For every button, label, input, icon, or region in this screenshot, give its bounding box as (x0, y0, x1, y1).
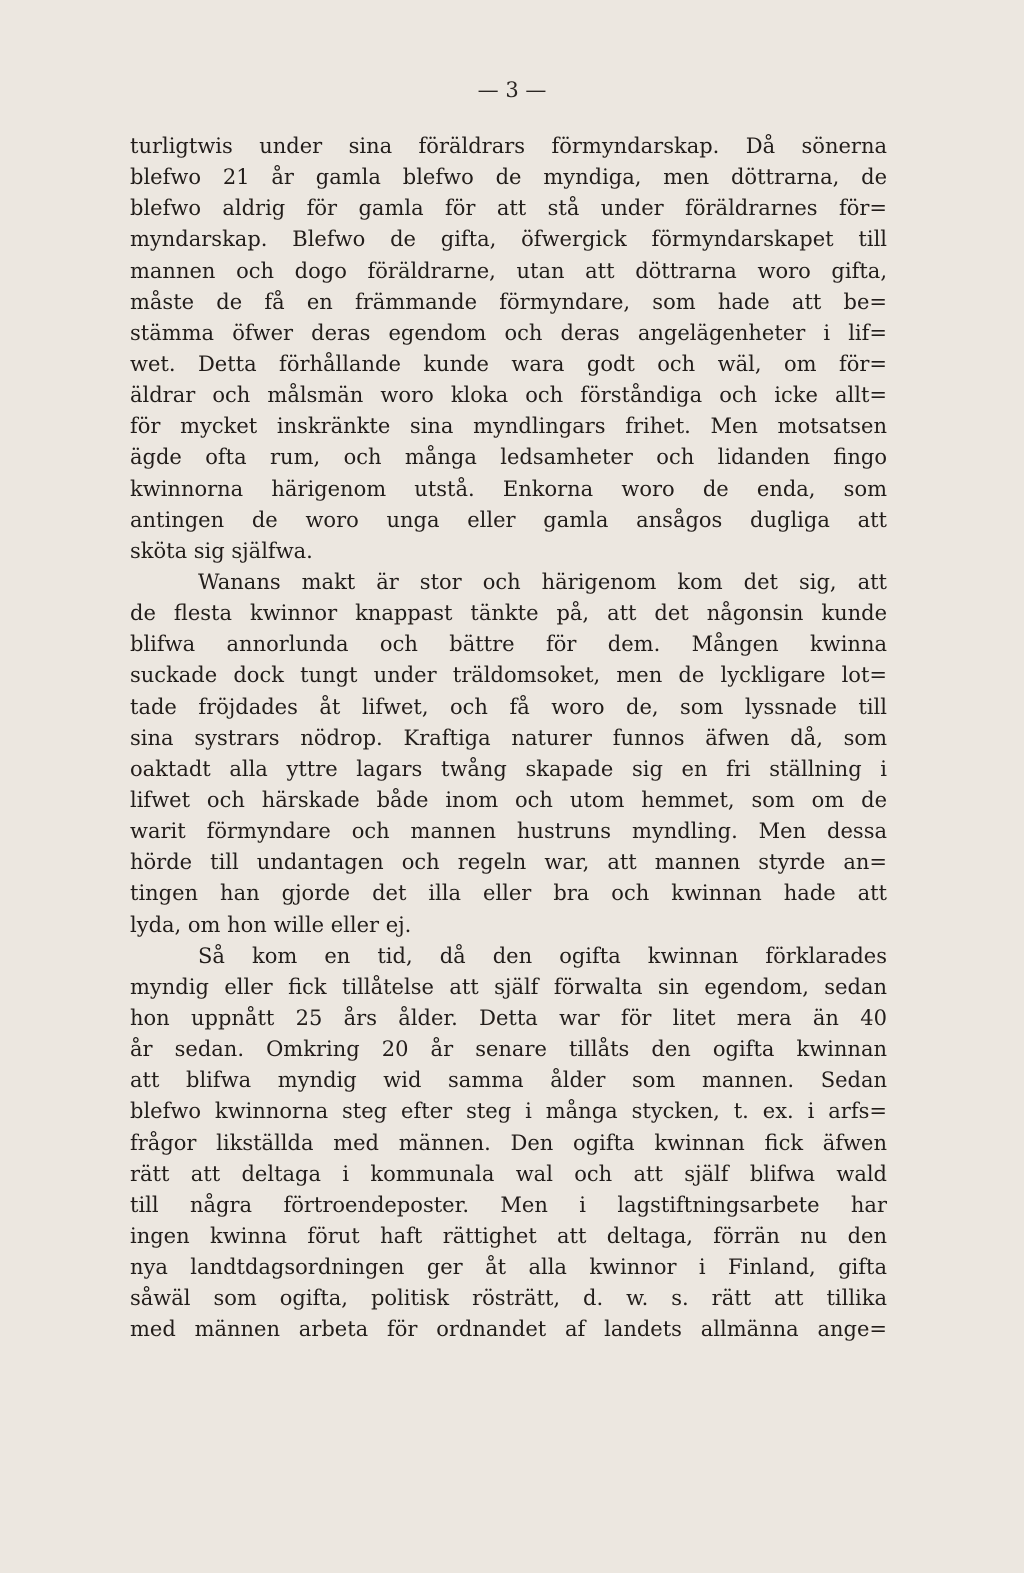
page-number: — 3 — (477, 78, 547, 102)
text-line: måste de få en främmande förmyndare, som hade att be= (130, 289, 887, 314)
text-line: suckade dock tungt under träldomsoket, men de lyckligare lot= (130, 663, 887, 688)
text-line: kwinnorna härigenom utstå. Enkorna woro de enda, som (130, 476, 887, 501)
text-line: blifwa annorlunda och bättre för dem. Mången kwinna (130, 632, 887, 657)
text-line: såwäl som ogifta, politisk rösträtt, d. w. s. rätt att tillika (130, 1286, 887, 1311)
text-line: frågor likställda med männen. Den ogifta kwinnan fick äfwen (130, 1130, 887, 1155)
text-line: för mycket inskränkte sina myndlingars frihet. Men motsatsen (130, 414, 887, 439)
text-line: wet. Detta förhållande kunde wara godt och wäl, om för= (130, 351, 887, 376)
text-line: stämma öfwer deras egendom och deras angelägenheter i lif= (130, 320, 887, 345)
text-line: Så kom en tid, då den ogifta kwinnan förklarades (198, 943, 887, 968)
text-line: tingen han gjorde det illa eller bra och kwinnan hade att (130, 881, 887, 906)
text-line: mannen och dogo föräldrarne, utan att döttrarna woro gifta, (130, 258, 887, 283)
text-line: med männen arbeta för ordnandet af landets allmänna ange= (130, 1317, 887, 1342)
text-line: antingen de woro unga eller gamla ansågos dugliga att (130, 507, 887, 532)
text-line: hörde till undantagen och regeln war, att mannen styrde an= (130, 850, 887, 875)
text-line: sina systrars nödrop. Kraftiga naturer funnos äfwen då, som (130, 725, 887, 750)
text-line: de flesta kwinnor knappast tänkte på, att det någonsin kunde (130, 601, 887, 626)
text-line: att blifwa myndig wid samma ålder som mannen. Sedan (130, 1068, 887, 1093)
body-text (130, 131, 887, 1345)
text-line: år sedan. Omkring 20 år senare tillåts den ogifta kwinnan (130, 1037, 887, 1062)
text-line: blefwo aldrig för gamla för att stå under föräldrarnes för= (130, 196, 887, 221)
text-line: oaktadt alla yttre lagars twång skapade sig en fri ställning i (130, 756, 887, 781)
text-line: turligtwis under sina föräldrars förmyndarskap. Då sönerna (130, 134, 887, 158)
text-line: warit förmyndare och mannen hustruns myndling. Men dessa (130, 819, 887, 844)
text-line: myndarskap. Blefwo de gifta, öfwergick förmyndarskapet till (130, 227, 887, 252)
text-line: Wanans makt är stor och härigenom kom det sig, att (198, 569, 887, 594)
text-line: till några förtroendeposter. Men i lagstiftningsarbete har (130, 1192, 887, 1217)
text-line: lyda, om hon wille eller ej. (130, 912, 412, 937)
text-line: tade fröjdades åt lifwet, och få woro de, som lyssnade till (130, 694, 887, 719)
text-line: hon uppnått 25 års ålder. Detta war för litet mera än 40 (130, 1005, 887, 1030)
text-line: ägde ofta rum, och många ledsamheter och lidanden fingo (130, 445, 887, 470)
text-line: äldrar och målsmän woro kloka och förståndiga och icke allt= (130, 383, 887, 408)
text-line: lifwet och härskade både inom och utom hemmet, som om de (130, 787, 887, 812)
text-line: blefwo 21 år gamla blefwo de myndiga, men döttrarna, de (130, 165, 887, 190)
text-line: ingen kwinna förut haft rättighet att deltaga, förrän nu den (130, 1223, 887, 1248)
text-line: blefwo kwinnorna steg efter steg i många stycken, t. ex. i arfs= (130, 1099, 887, 1124)
text-line: rätt att deltaga i kommunala wal och att själf blifwa wald (130, 1161, 887, 1186)
text-line: nya landtdagsordningen ger åt alla kwinnor i Finland, gifta (130, 1255, 887, 1280)
text-line: myndig eller fick tillåtelse att själf förwalta sin egendom, sedan (130, 974, 887, 999)
text-line: sköta sig själfwa. (130, 538, 313, 563)
